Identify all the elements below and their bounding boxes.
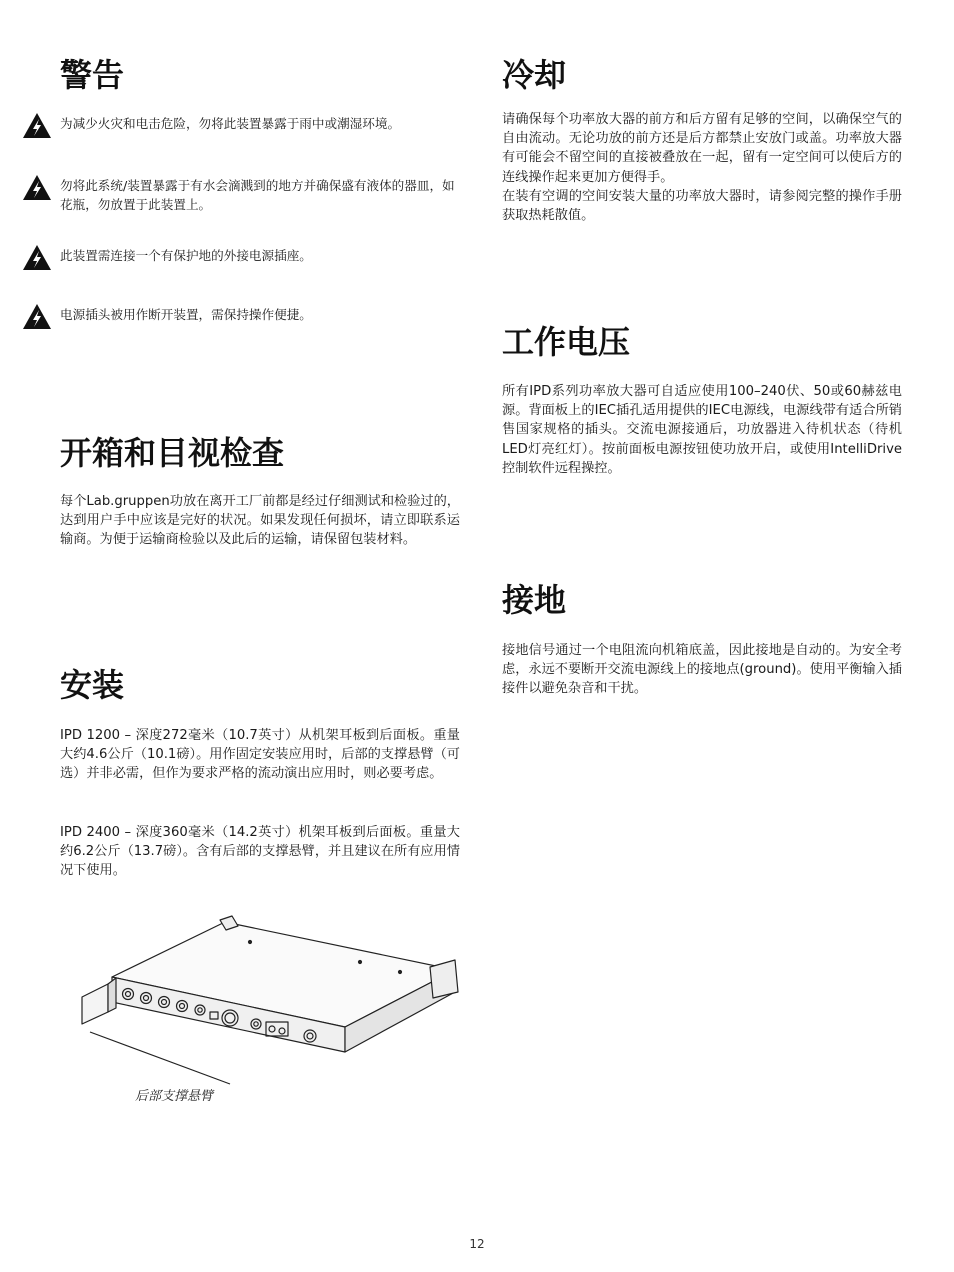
lightning-warning-icon (22, 174, 52, 201)
warning-title: 警告 (60, 56, 125, 94)
lightning-warning-icon (22, 303, 52, 330)
lightning-warning-icon (22, 112, 52, 139)
warning-text: 勿将此系统/装置暴露于有水会滴溅到的地方并确保盛有液体的器皿，如花瓶，勿放置于此装置上。 (60, 178, 455, 212)
warning-text: 电源插头被用作断开装置，需保持操作便捷。 (60, 307, 312, 322)
page-number: 12 (469, 1237, 485, 1251)
warning-text: 此装置需连接一个有保护地的外接电源插座。 (60, 248, 312, 263)
installation-para-2: IPD 2400 – 深度360毫米（14.2英寸）机架耳板到后面板。重量大约6.2公斤（13.7磅）。含有后部的支撑悬臂，并且建议在所有应用情况下使用。 (60, 825, 460, 879)
unpacking-title: 开箱和目视检查 (60, 434, 285, 472)
grounding-title: 接地 (502, 581, 567, 619)
figure-caption: 后部支撑悬臂 (135, 1089, 214, 1104)
lightning-warning-icon (22, 244, 52, 271)
cooling-body-2: 在装有空调的空间安装大量的功率放大器时，请参阅完整的操作手册获取热耗散值。 (502, 189, 902, 224)
cooling-title: 冷却 (502, 56, 567, 94)
installation-title: 安装 (60, 666, 125, 704)
installation-para-1: IPD 1200 – 深度272毫米（10.7英寸）从机架耳板到后面板。重量大约4.6公斤（10.1磅）。用作固定安装应用时，后部的支撑悬臂（可选）并非必需，但作为要求严格的流动演出应用时，则必要考虑。 (60, 728, 460, 782)
voltage-title: 工作电压 (502, 323, 631, 361)
amplifier-illustration (60, 912, 460, 1112)
unpacking-body: 每个Lab.gruppen功放在离开工厂前都是经过仔细测试和检验过的，达到用户手中应该是完好的状况。如果发现任何损坏，请立即联系运输商。为便于运输商检验以及此后的运输，请保留包装材料。 (60, 494, 460, 548)
cooling-body-1: 请确保每个功率放大器的前方和后方留有足够的空间，以确保空气的自由流动。无论功放的前方还是后方都禁止安放门或盖。功率放大器有可能会不留空间的直接被叠放在一起，留有一定空间可以使后方的连线操作起来更加方便得手。 (502, 112, 902, 185)
voltage-body: 所有IPD系列功率放大器可自适应使用100–240伏、50或60赫兹电源。背面板上的IEC插孔适用提供的IEC电源线，电源线带有适合所销售国家规格的插头。交流电源接通后，功放器进入待机状态（待机LED灯亮红灯）。按前面板电源按钮使功放开启，或使用IntelliDrive控制软件远程操控。 (502, 384, 902, 476)
grounding-body: 接地信号通过一个电阻流向机箱底盖，因此接地是自动的。为安全考虑，永远不要断开交流电源线上的接地点(ground)。使用平衡输入插接件以避免杂音和干扰。 (502, 643, 902, 697)
warning-text: 为减少火灾和电击危险，勿将此装置暴露于雨中或潮湿环境。 (60, 116, 401, 131)
